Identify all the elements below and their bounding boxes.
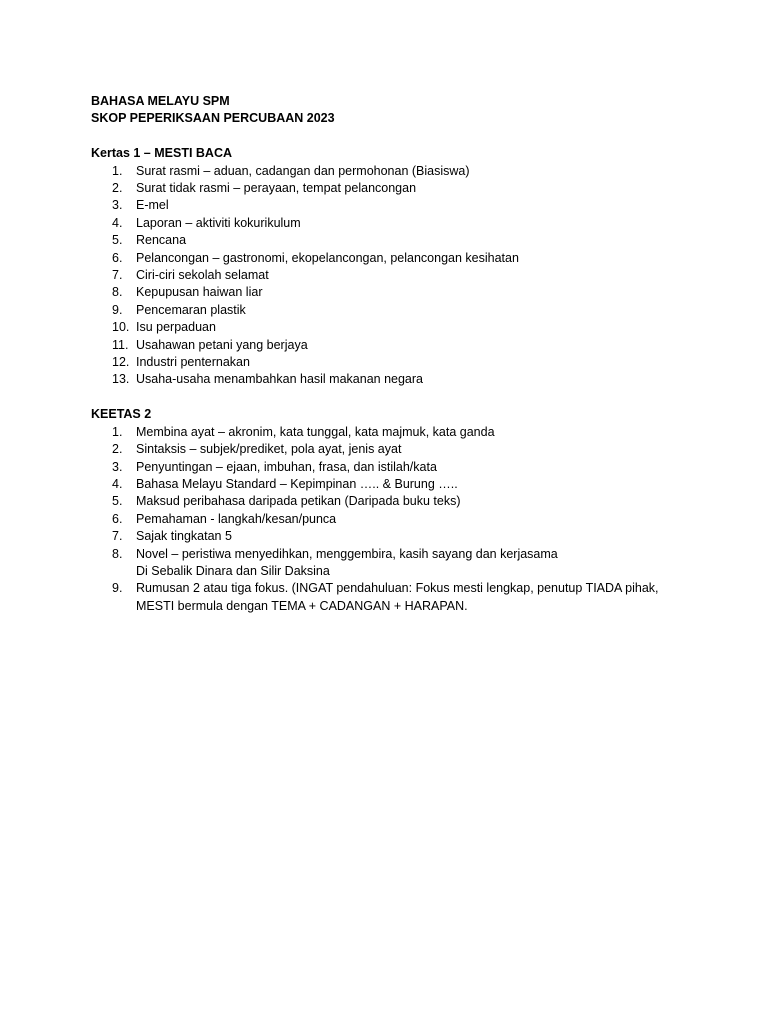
list-item-text	[136, 441, 731, 458]
list-item-number: 7.	[112, 529, 123, 544]
list-item-line: Sajak tingkatan 5	[136, 529, 232, 544]
section-title-kertas-1: Kertas 1 – MESTI BACA	[91, 146, 233, 161]
list-item	[91, 476, 731, 493]
list-item-line: Surat tidak rasmi – perayaan, tempat pelancongan	[136, 181, 417, 196]
list-item-line: Penyuntingan – ejaan, imbuhan, frasa, dan istilah/kata	[136, 459, 437, 474]
keetas-2-list	[91, 424, 731, 615]
list-item-text	[136, 459, 731, 476]
list-item-line: MESTI bermula dengan TEMA + CADANGAN + HARAPAN.	[136, 598, 468, 613]
list-item	[91, 337, 731, 354]
section-title-keetas-2: KEETAS 2	[91, 407, 152, 422]
list-item-text	[136, 528, 731, 545]
list-item-number: 1.	[112, 424, 123, 439]
list-item-number: 4.	[112, 476, 123, 491]
list-item-line: Pemahaman - langkah/kesan/punca	[136, 511, 337, 526]
list-item-line: Di Sebalik Dinara dan Silir Daksina	[136, 563, 330, 578]
list-item-text	[136, 511, 731, 528]
list-item	[91, 493, 731, 510]
list-item-number: 10.	[112, 320, 130, 335]
list-item-number: 5.	[112, 233, 123, 248]
list-item-text	[136, 319, 731, 336]
list-item	[91, 511, 731, 528]
list-item	[91, 215, 731, 232]
list-item-text	[136, 267, 731, 284]
list-item-text	[136, 493, 731, 510]
list-item	[91, 528, 731, 545]
list-item-line: Usaha-usaha menambahkan hasil makanan negara	[136, 372, 423, 387]
list-item-number: 9.	[112, 581, 123, 596]
list-item	[91, 580, 731, 615]
list-item-line: Membina ayat – akronim, kata tunggal, kata majmuk, kata ganda	[136, 424, 495, 439]
list-item-number: 4.	[112, 215, 123, 230]
list-item-number: 12.	[112, 355, 130, 370]
list-item-number: 2.	[112, 442, 123, 457]
list-item-line: Rencana	[136, 233, 187, 248]
list-item-text	[136, 580, 731, 615]
list-item-text	[136, 250, 731, 267]
list-item	[91, 163, 731, 180]
list-item-number: 9.	[112, 302, 123, 317]
list-item-text	[136, 163, 731, 180]
list-item-text	[136, 371, 731, 388]
list-item-text	[136, 476, 731, 493]
list-item-line: Ciri-ciri sekolah selamat	[136, 268, 269, 283]
list-item	[91, 441, 731, 458]
list-item	[91, 319, 731, 336]
list-item	[91, 267, 731, 284]
list-item-line: Rumusan 2 atau tiga fokus. (INGAT pendahuluan: Fokus mesti lengkap, penutup TIADA pihak,	[136, 581, 659, 596]
list-item	[91, 180, 731, 197]
list-item-number: 13.	[112, 372, 130, 387]
list-item-text	[136, 284, 731, 301]
list-item-line: Isu perpaduan	[136, 320, 216, 335]
list-item	[91, 546, 731, 581]
list-item-text	[136, 180, 731, 197]
list-item-line: Pencemaran plastik	[136, 302, 246, 317]
list-item	[91, 459, 731, 476]
list-item-line: Sintaksis – subjek/prediket, pola ayat, jenis ayat	[136, 442, 402, 457]
list-item-number: 11.	[112, 337, 129, 352]
list-item-text	[136, 546, 731, 581]
list-item-text	[136, 232, 731, 249]
list-item-line: Industri penternakan	[136, 355, 250, 370]
list-item-number: 8.	[112, 285, 123, 300]
list-item	[91, 197, 731, 214]
doc-title: BAHASA MELAYU SPM	[91, 94, 230, 108]
list-item-text	[136, 337, 731, 354]
list-item-line: Kepupusan haiwan liar	[136, 285, 263, 300]
list-item-number: 7.	[112, 268, 123, 283]
list-item-number: 6.	[112, 511, 123, 526]
list-item-line: Surat rasmi – aduan, cadangan dan permohonan (Biasiswa)	[136, 163, 470, 178]
list-item	[91, 232, 731, 249]
list-item-line: Bahasa Melayu Standard – Kepimpinan ….. & Burung …..	[136, 476, 458, 491]
list-item	[91, 302, 731, 319]
list-item-number: 8.	[112, 546, 123, 561]
list-item-text	[136, 197, 731, 214]
list-item-text	[136, 302, 731, 319]
list-item-line: E-mel	[136, 198, 169, 213]
list-item-number: 5.	[112, 494, 123, 509]
list-item-number: 2.	[112, 181, 123, 196]
list-item-text	[136, 354, 731, 371]
kertas-1-list	[91, 163, 731, 389]
list-item-number: 6.	[112, 250, 123, 265]
list-item	[91, 354, 731, 371]
list-item	[91, 424, 731, 441]
document-content	[91, 93, 731, 615]
spacer	[91, 389, 731, 406]
list-item-line: Pelancongan – gastronomi, ekopelancongan, pelancongan kesihatan	[136, 250, 519, 265]
list-item-text	[136, 424, 731, 441]
doc-subtitle: SKOP PEPERIKSAAN PERCUBAAN 2023	[91, 111, 335, 126]
list-item	[91, 250, 731, 267]
list-item-text	[136, 215, 731, 232]
list-item-line: Novel – peristiwa menyedihkan, menggembira, kasih sayang dan kerjasama	[136, 546, 558, 561]
list-item-number: 3.	[112, 459, 123, 474]
list-item-line: Usahawan petani yang berjaya	[136, 337, 308, 352]
list-item-line: Laporan – aktiviti kokurikulum	[136, 215, 301, 230]
list-item	[91, 371, 731, 388]
spacer	[91, 128, 731, 145]
list-item-line: Maksud peribahasa daripada petikan (Daripada buku teks)	[136, 494, 461, 509]
list-item-number: 1.	[112, 163, 123, 178]
list-item-number: 3.	[112, 198, 123, 213]
list-item	[91, 284, 731, 301]
